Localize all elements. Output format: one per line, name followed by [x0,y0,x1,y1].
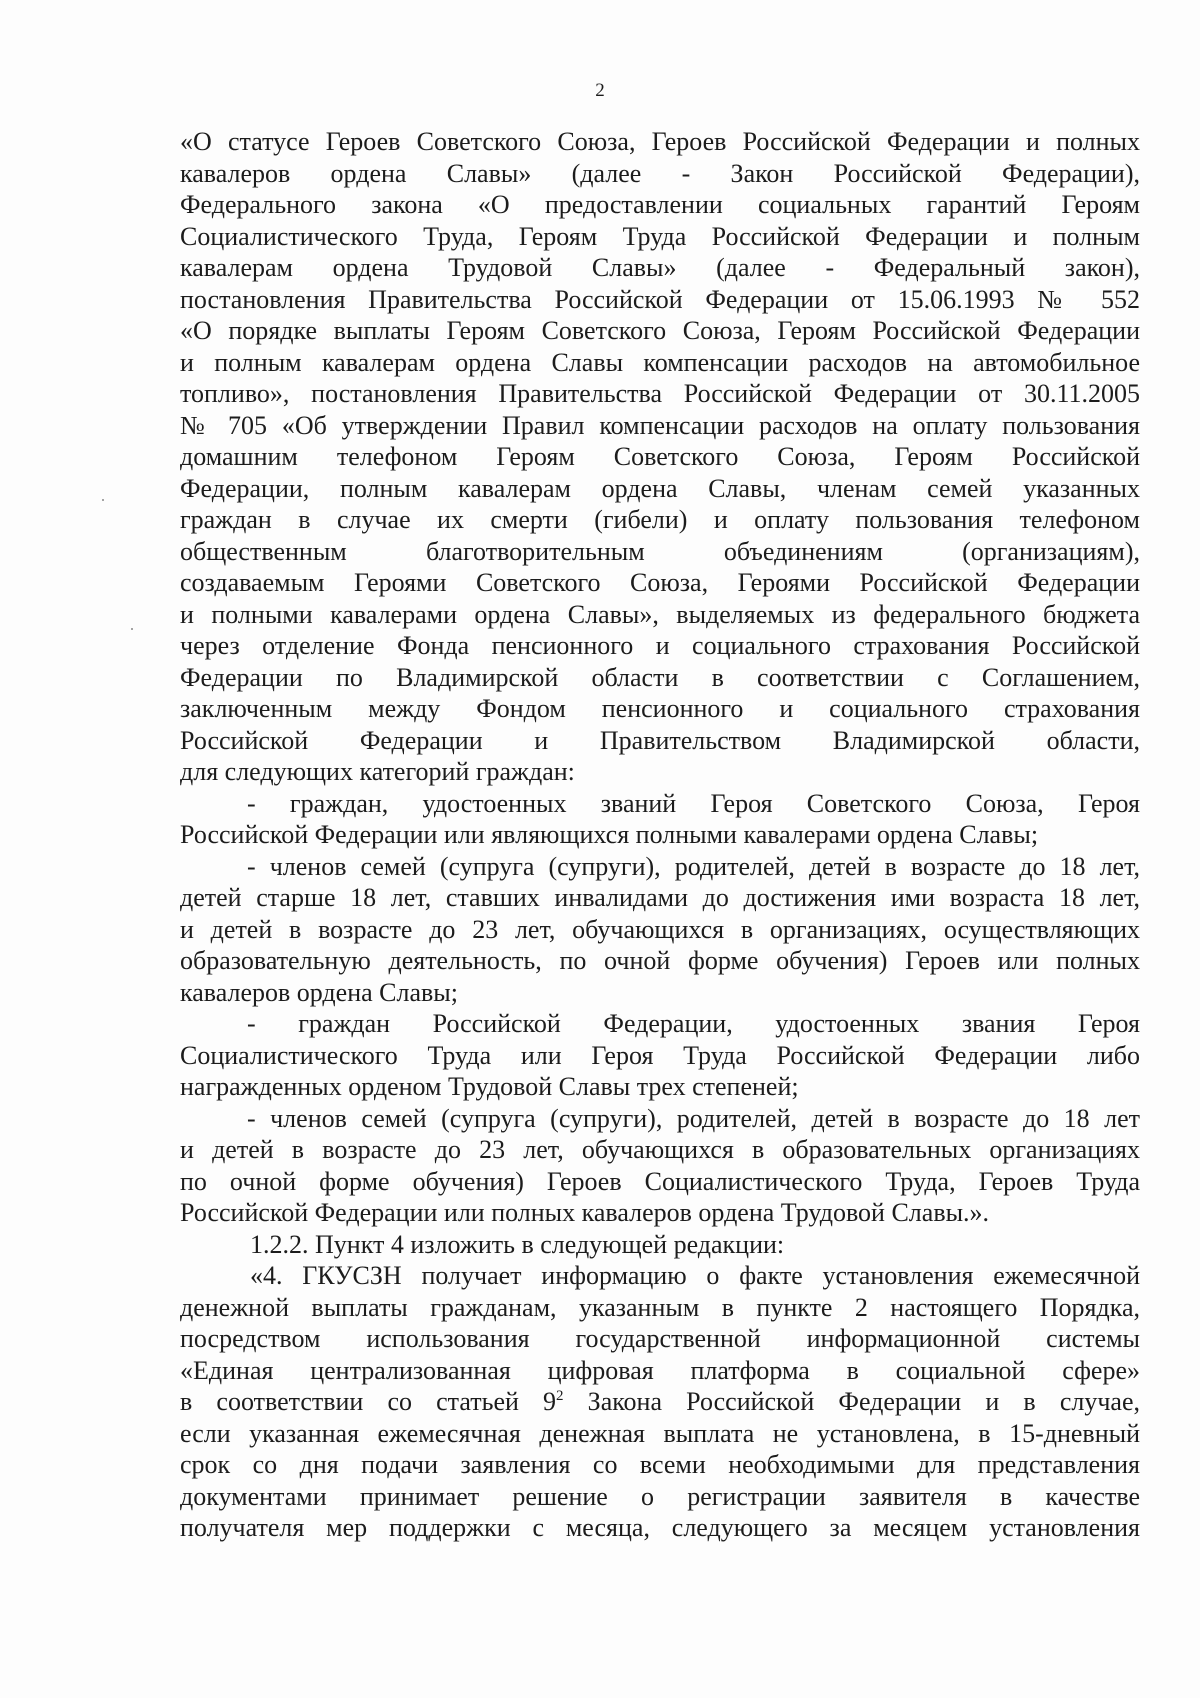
list-item-line: - членов семей (супруга (супруги), родителей, детей в возрасте до 18 лет [247,1103,1140,1133]
text-line: кавалерам ордена Трудовой Славы» (далее - Федеральный закон), [180,253,1140,282]
text-line: и детей в возрасте до 23 лет, обучающихся в образовательных организациях [180,1135,1140,1164]
text-line: кавалеров ордена Славы» (далее - Закон Российской Федерации), [180,158,1140,188]
text-line: постановления Правительства Российской Федерации от 15.06.1993 № 552 [180,284,1140,314]
text-line: № 705 «Об утверждении Правил компенсации расходов на оплату пользования [180,410,1140,440]
text-line: и полным кавалерам ордена Славы компенсации расходов на автомобильное [180,347,1140,377]
text-line: если указанная ежемесячная денежная выплата не установлена, в 15-дневный [180,1418,1140,1448]
text-line: граждан в случае их смерти (гибели) и оплату пользования телефоном [180,505,1140,534]
text-line: для следующих категорий граждан: [180,757,575,786]
document-text [180,126,1140,1544]
text-line: через отделение Фонда пенсионного и социального страхования Российской [180,631,1140,660]
list-item-line: - членов семей (супруга (супруги), родителей, детей в возрасте до 18 лет, [247,851,1140,881]
text-line: домашним телефоном Героям Советского Союза, Героям Российской [180,442,1140,471]
text-line: детей старше 18 лет, ставших инвалидами до достижения ими возраста 18 лет, [180,883,1140,912]
text-line: топливо», постановления Правительства Российской Федерации от 30.11.2005 [180,379,1140,408]
text-line: Социалистического Труда или Героя Труда Российской Федерации либо [180,1040,1140,1070]
text-line: получателя мер поддержки с месяца, следующего за месяцем установления [180,1513,1140,1542]
text-line: кавалеров ордена Славы; [180,977,458,1007]
text-line: «О статусе Героев Советского Союза, Героев Российской Федерации и полных [180,127,1140,156]
text-fragment: в соответствии со статьей 9 [180,1387,557,1416]
text-line: Российской Федерации или полных кавалеров ордена Трудовой Славы.». [180,1198,990,1227]
scan-speck [131,628,133,630]
superscript: 2 [556,1388,564,1404]
text-line: Федерального закона «О предоставлении социальных гарантий Героям [180,190,1140,219]
text-line: по очной форме обучения) Героев Социалистического Труда, Героев Труда [180,1166,1140,1196]
page-number: 2 [595,80,605,101]
text-line: Российской Федерации или являющихся полными кавалерами ордена Славы; [180,820,1039,849]
text-line: посредством использования государственной информационной системы [180,1324,1140,1353]
list-item-line: - граждан Российской Федерации, удостоенных звания Героя [247,1009,1140,1038]
text-line: общественным благотворительным объединениям (организациям), [180,536,1140,566]
text-line: «Единая централизованная цифровая платформа в социальной сфере» [180,1355,1140,1385]
text-line: «О порядке выплаты Героям Советского Союза, Героям Российской Федерации [180,316,1140,345]
text-line: заключенным между Фондом пенсионного и социального страхования [180,694,1140,723]
text-line: Федерации, полным кавалерам ордена Славы, членам семей указанных [180,473,1140,503]
text-line: Социалистического Труда, Героям Труда Российской Федерации и полным [180,221,1140,251]
text-line-with-superscript [180,1386,1140,1418]
list-item-line: - граждан, удостоенных званий Героя Советского Союза, Героя [247,788,1140,818]
scan-speck [102,499,104,501]
text-line: и детей в возрасте до 23 лет, обучающихся в организациях, осуществляющих [180,914,1140,944]
text-line: и полными кавалерами ордена Славы», выделяемых из федерального бюджета [180,599,1140,629]
text-line: денежной выплаты гражданам, указанным в пункте 2 настоящего Порядка, [180,1292,1140,1322]
text-line: срок со дня подачи заявления со всеми необходимыми для представления [180,1450,1140,1479]
text-line: создаваемым Героями Советского Союза, Героями Российской Федерации [180,568,1140,597]
text-line: документами принимает решение о регистрации заявителя в качестве [180,1481,1140,1511]
clause-line: «4. ГКУСЗН получает информацию о факте установления ежемесячной [250,1261,1140,1290]
text-line: Российской Федерации и Правительством Владимирской области, [180,725,1140,755]
clause-heading-line: 1.2.2. Пункт 4 изложить в следующей редакции: [250,1229,785,1259]
text-line: награжденных орденом Трудовой Славы трех степеней; [180,1072,799,1101]
text-line: образовательную деятельность, по очной форме обучения) Героев или полных [180,946,1140,975]
text-line: Федерации по Владимирской области в соответствии с Соглашением, [180,662,1140,692]
text-fragment: Закона Российской Федерации и в случае, [563,1387,1140,1416]
